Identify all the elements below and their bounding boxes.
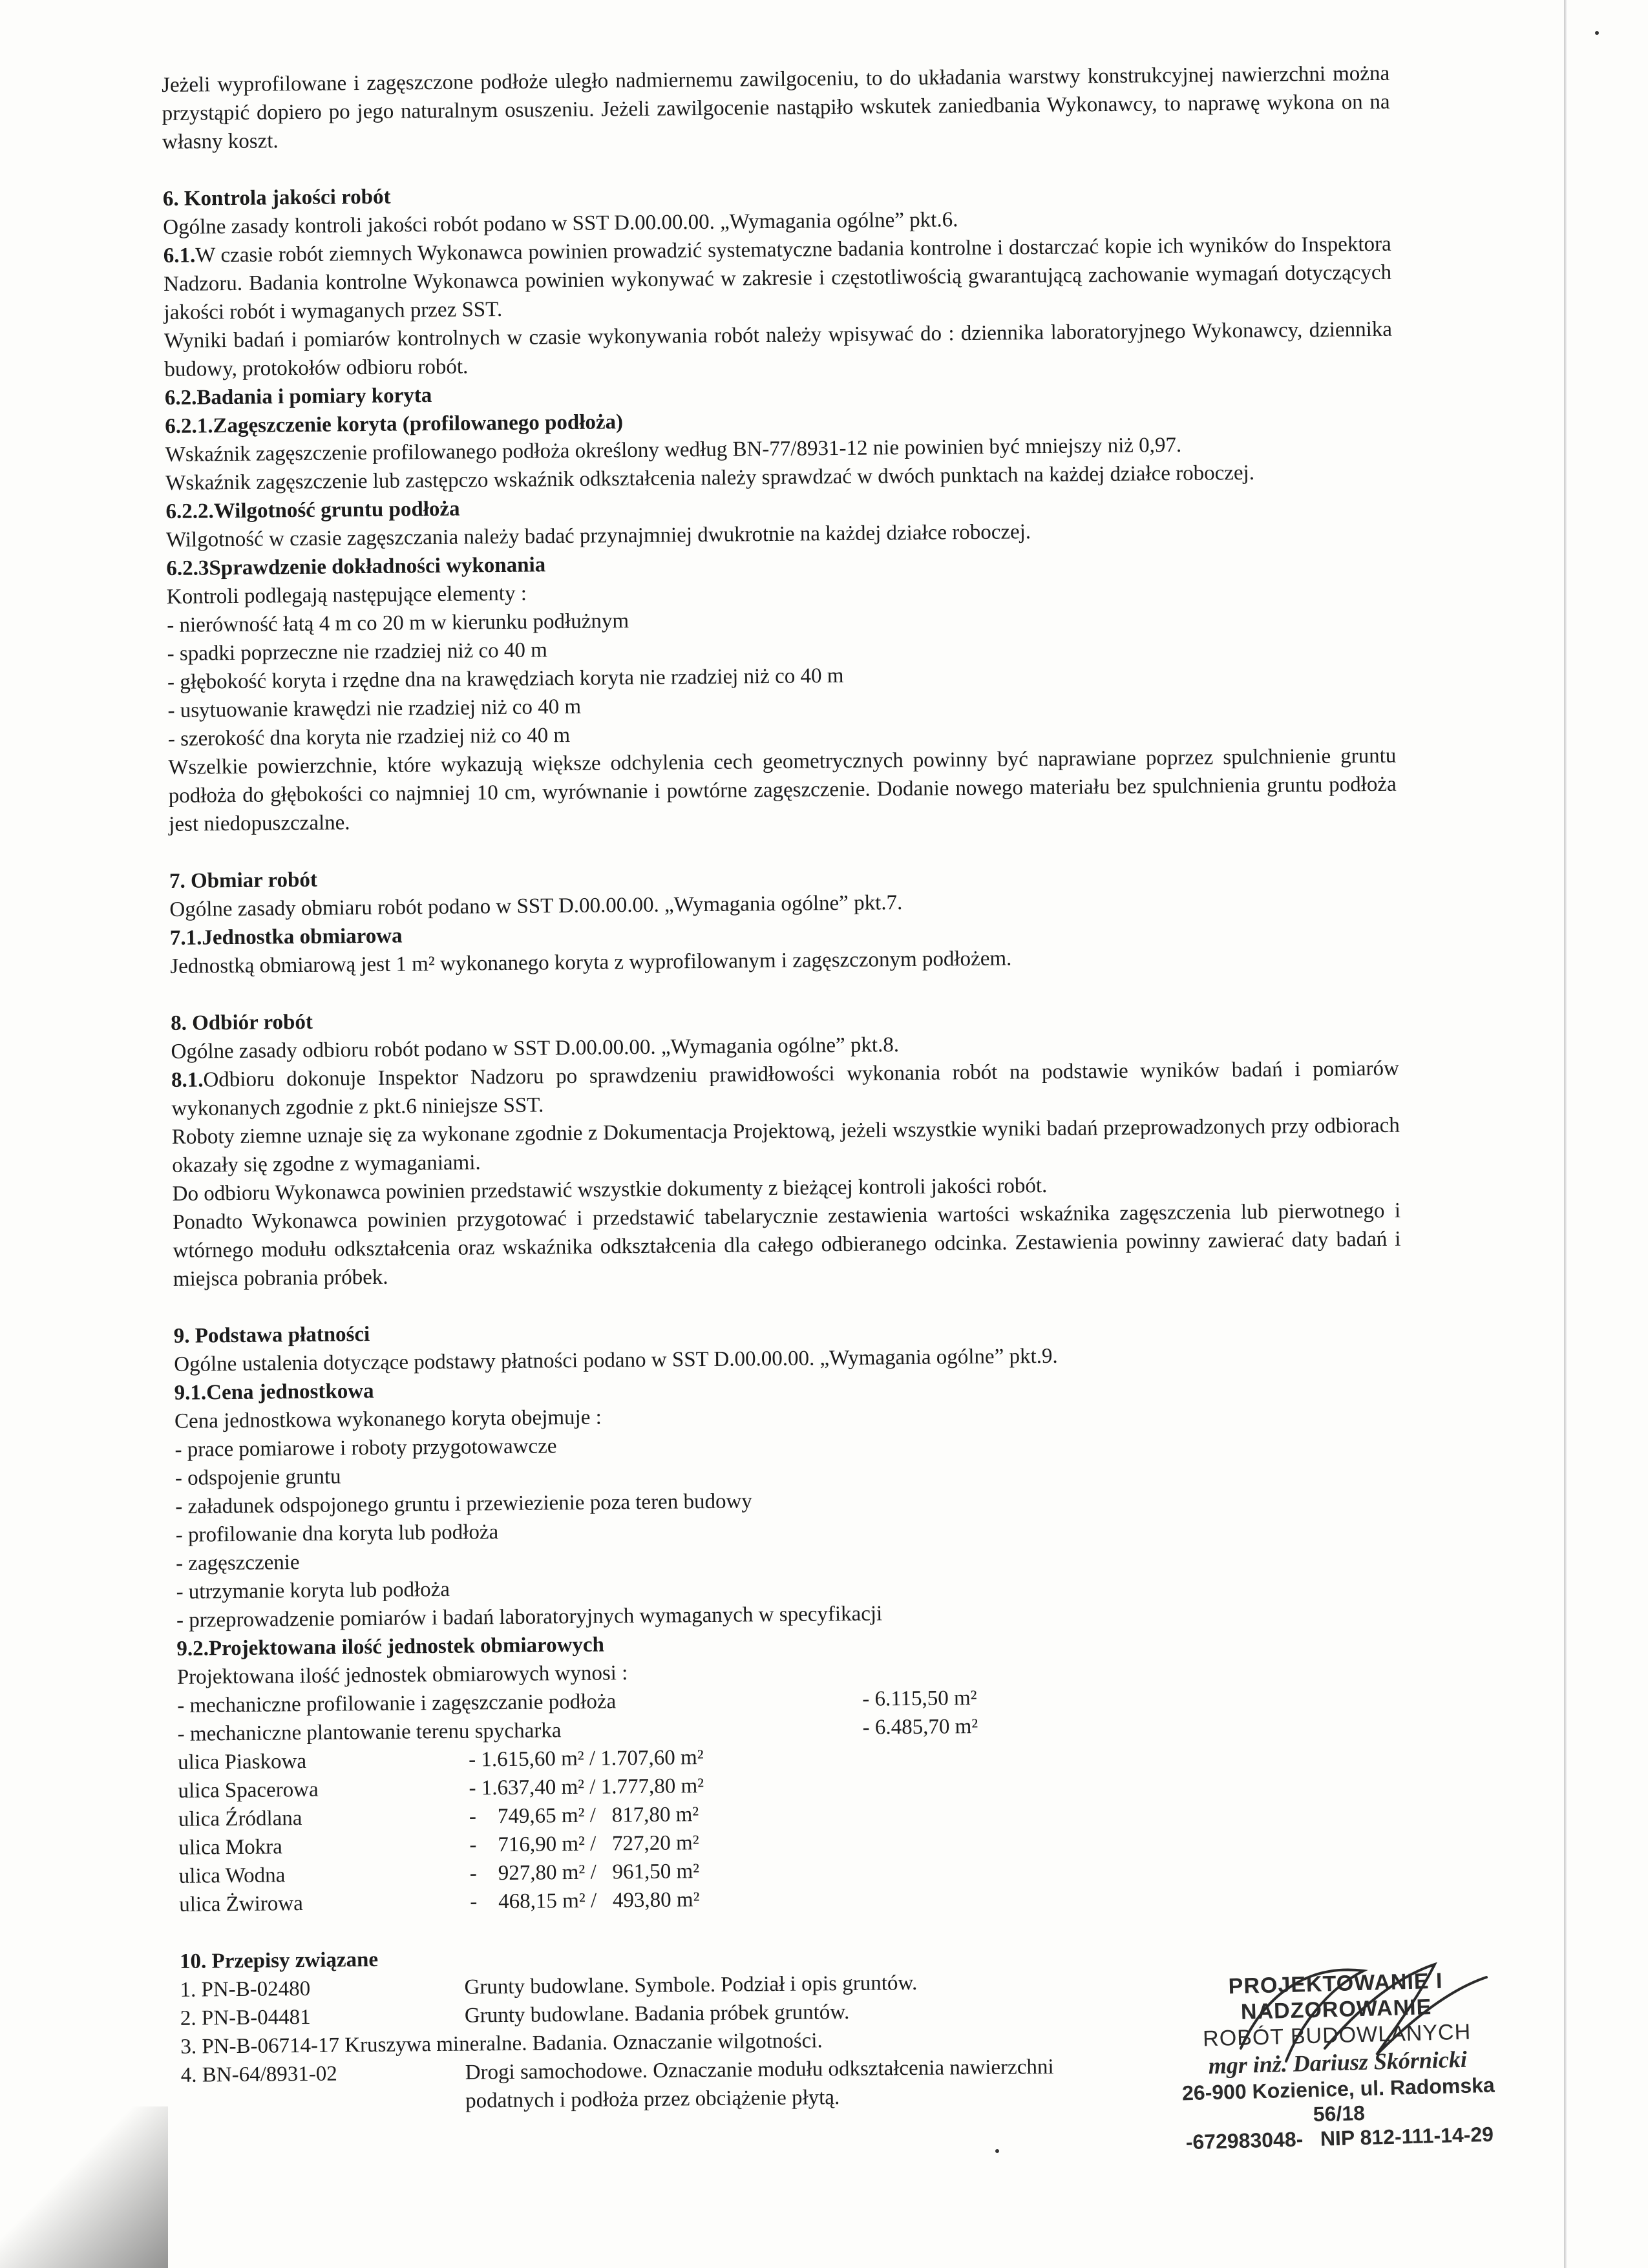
list-item: - odspojenie gruntu [174, 1465, 341, 1490]
street-name: ulica Mokra [178, 1835, 282, 1860]
section-6-text: Ogólne zasady kontroli jakości robót podano w SST D.00.00.00. „Wymagania ogólne” pkt.6. [163, 208, 958, 239]
scan-shadow [0, 2106, 168, 2268]
section-8-title: 8. Odbiór robót [170, 1010, 313, 1035]
norm-number: 3. PN-B-06714-17 Kruszywa mineralne. Badania. Oznaczanie wilgotności. [180, 2029, 823, 2059]
norm-number: 2. PN-B-04481 [180, 2005, 311, 2030]
street-name: ulica Spacerowa [178, 1778, 319, 1803]
quantity-label: - mechaniczne profilowanie i zagęszczanie podłoża [177, 1690, 617, 1717]
section-9-2-title: 9.2.Projektowana ilość jednostek obmiarowych [176, 1633, 605, 1661]
section-8-1-number: 8.1. [171, 1068, 204, 1092]
norm-description: Drogi samochodowe. Oznaczanie modułu odkształcenia nawierzchni podatnych i podłoża przez obciążenie płytą. [465, 2055, 1054, 2113]
scan-speck [995, 2149, 999, 2153]
list-item: - szerokość dna koryta nie rzadziej niż co 40 m [167, 723, 571, 751]
company-stamp [1154, 1966, 1521, 2170]
street-value: - 468,15 m² / 493,80 m² [470, 1888, 700, 1914]
section-7-1-text: Jednostką obmiarową jest 1 m² wykonanego koryta z wyprofilowanym i zagęszczonym podłożem. [170, 947, 1012, 978]
stamp-line-company: PROJEKTOWANIE I NADZOROWANIE [1228, 1968, 1443, 2024]
section-7-1-title: 7.1.Jednostka obmiarowa [169, 924, 403, 950]
street-name: ulica Piaskowa [177, 1749, 307, 1774]
stamp-line-scope: ROBÓT BUDOWLANYCH [1202, 2019, 1472, 2052]
list-item: - spadki poprzeczne nie rzadziej niż co 40 m [167, 638, 548, 666]
intro-paragraph: Jeżeli wyprofilowane i zagęszczone podłoże uległo nadmiernemu zawilgoceniu, to do układania warstwy konstrukcyjnej nawierzchni można przystąpić dopiero po jego naturalnym osuszeniu. Jeżeli zawilgocenie nastąpiło wskutek zaniedbania Wykonawcy, to naprawę wykona on na własny koszt. [162, 61, 1390, 154]
stamp-line-name: mgr inż. Dariusz Skórnicki [1208, 2046, 1468, 2079]
section-6-2-1-text-2: Wskaźnik zagęszczenie lub zastępczo wskaźnik odkształcenia należy sprawdzać w dwóch punktach na każdej działce roboczej. [165, 461, 1255, 495]
section-10-title: 10. Przepisy związane [179, 1948, 379, 1973]
norm-number: 4. BN-64/8931-02 [180, 2062, 337, 2087]
street-name: ulica Źródlana [178, 1807, 302, 1831]
section-7-text: Ogólne zasady obmiaru robót podano w SST D.00.00.00. „Wymagania ogólne” pkt.7. [169, 891, 903, 921]
section-9-1-text: Cena jednostkowa wykonanego koryta obejmuje : [174, 1405, 602, 1433]
section-9-text: Ogólne ustalenia dotyczące podstawy płatności podano w SST D.00.00.00. „Wymagania ogólne” pkt.9. [174, 1344, 1058, 1376]
list-item: - nierówność łatą 4 m co 20 m w kierunku podłużnym [167, 609, 629, 637]
list-item: - załadunek odspojonego gruntu i przewiezienie poza teren budowy [175, 1489, 752, 1518]
list-item: - utrzymanie koryta lub podłoża [176, 1577, 450, 1604]
scan-speck [1595, 31, 1599, 35]
section-9-1-title: 9.1.Cena jednostkowa [174, 1379, 374, 1405]
street-value: - 927,80 m² / 961,50 m² [469, 1860, 700, 1885]
quantity-value: - 6.485,70 m² [862, 1714, 978, 1739]
list-item: - głębokość koryta i rzędne dna na krawędziach koryta nie rzadziej niż co 40 m [167, 664, 844, 694]
section-8-text-2: Roboty ziemne uznaje się za wykonane zgodnie z Dokumentacja Projektową, jeżeli wszystkie wyniki badań przeprowadzonych przy odbiorach okazały się zgodne z wymaganiami. [171, 1113, 1400, 1177]
list-item: - profilowanie dna koryta lub podłoża [175, 1520, 499, 1547]
norm-number: 1. PN-B-02480 [180, 1977, 311, 2002]
quantity-label: - mechaniczne plantowanie terenu spycharka [177, 1719, 562, 1746]
section-8-text: Ogólne zasady odbioru robót podano w SST D.00.00.00. „Wymagania ogólne” pkt.8. [171, 1033, 900, 1064]
section-6-2-3-text: Kontroli podlegają następujące elementy : [166, 582, 527, 609]
price-items-list [174, 1424, 1404, 1635]
section-6-1-text: W czasie robót ziemnych Wykonawca powinien prowadzić systematyczne badania kontrolne i dostarczać kopie ich wyników do Inspektora Nadzoru. Badania kontrolne Wykonawca powinien wykonywać w zakresie i częstotliwością gwarantującą zachowanie wymagań dotyczących jakości robót i wymaganych przez SST. [163, 232, 1392, 324]
section-6-2-3-title: 6.2.3Sprawdzenie dokładności wykonania [166, 553, 546, 580]
norm-description: Grunty budowlane. Symbole. Podział i opis gruntów. [464, 1971, 918, 1999]
section-8-text-4: Ponadto Wykonawca powinien przygotować i przedstawić tabelarycznie zestawienia wartości wskaźnika zagęszczenia lub pierwotnego i wtórnego modułu odkształcenia oraz wskaźnika odkształcenia dla całego odbieranego odcinka. Zestawienia powinny zawierać daty badań i miejsca pobrania próbek. [172, 1199, 1401, 1291]
section-6-1-number: 6.1. [163, 244, 196, 268]
street-value: - 1.615,60 m² / 1.707,60 m² [468, 1746, 704, 1772]
section-6-2-1-text-1: Wskaźnik zagęszczenie profilowanego podłoża określony według BN-77/8931-12 nie powinien być mniejszy niż 0,97. [165, 433, 1182, 467]
norm-description: Grunty budowlane. Badania próbek gruntów. [464, 2000, 850, 2028]
street-name: ulica Wodna [178, 1864, 286, 1888]
section-9-title: 9. Podstawa płatności [173, 1322, 370, 1348]
page-edge [1564, 0, 1567, 2268]
street-value: - 1.637,40 m² / 1.777,80 m² [469, 1774, 704, 1800]
list-item: - usytuowanie krawędzi nie rzadziej niż co 40 m [167, 695, 582, 722]
stamp-line-ids: -672983048- NIP 812-111-14-29 [1185, 2122, 1494, 2154]
list-item: - zagęszczenie [176, 1551, 300, 1575]
street-value: - 749,65 m² / 817,80 m² [469, 1803, 699, 1829]
section-7-title: 7. Obmiar robót [169, 868, 318, 893]
section-6-2-2-text: Wilgotność w czasie zagęszczania należy badać przynajmniej dwukrotnie na każdej działce roboczej. [165, 520, 1031, 552]
section-6-2-2-title: 6.2.2.Wilgotność gruntu podłoża [165, 497, 460, 523]
document-body [162, 59, 1409, 2118]
stamp-line-address: 26-900 Kozienice, ul. Radomska 56/18 [1181, 2073, 1495, 2126]
control-elements-list [167, 600, 1396, 753]
quantity-value: - 6.115,50 m² [862, 1686, 977, 1711]
section-6-title: 6. Kontrola jakości robót [162, 185, 391, 211]
section-8-text-3: Do odbioru Wykonawca powinien przedstawić wszystkie dokumenty z bieżącej kontroli jakości robót. [172, 1173, 1048, 1206]
list-item: - przeprowadzenie pomiarów i badań laboratoryjnych wymaganych w specyfikacji [176, 1602, 883, 1632]
street-name: ulica Żwirowa [179, 1892, 303, 1916]
section-6-2-3-end: Wszelkie powierzchnie, które wykazują większe odchylenia cech geometrycznych powinny być naprawiane poprzez spulchnienie gruntu podłoża do głębokości co najmniej 10 cm, wyrównanie i powtórne zagęszczenie. Dodanie nowego materiału bez spulchnienia gruntu podłoża jest niedopuszczalne. [168, 744, 1397, 836]
section-6-results-text: Wyniki badań i pomiarów kontrolnych w czasie wykonywania robót należy wpisywać do : dziennika laboratoryjnego Wykonawcy, dziennika budowy, protokołów odbioru robót. [164, 317, 1393, 381]
street-value: - 716,90 m² / 727,20 m² [469, 1831, 699, 1857]
list-item: - prace pomiarowe i roboty przygotowawcze [174, 1434, 557, 1462]
section-9-2-text: Projektowana ilość jednostek obmiarowych wynosi : [176, 1661, 628, 1689]
section-6-1 [164, 230, 1392, 327]
section-6-2-1-title: 6.2.1.Zagęszczenie koryta (profilowanego podłoża) [165, 410, 624, 438]
section-8-1-text: Odbioru dokonuje Inspektor Nadzoru po sprawdzeniu prawidłowości wykonania robót na podstawie wyników badań i pomiarów wykonanych zgodnie z pkt.6 niniejsze SST. [171, 1056, 1400, 1120]
section-6-2-title: 6.2.Badania i pomiary koryta [164, 384, 432, 410]
